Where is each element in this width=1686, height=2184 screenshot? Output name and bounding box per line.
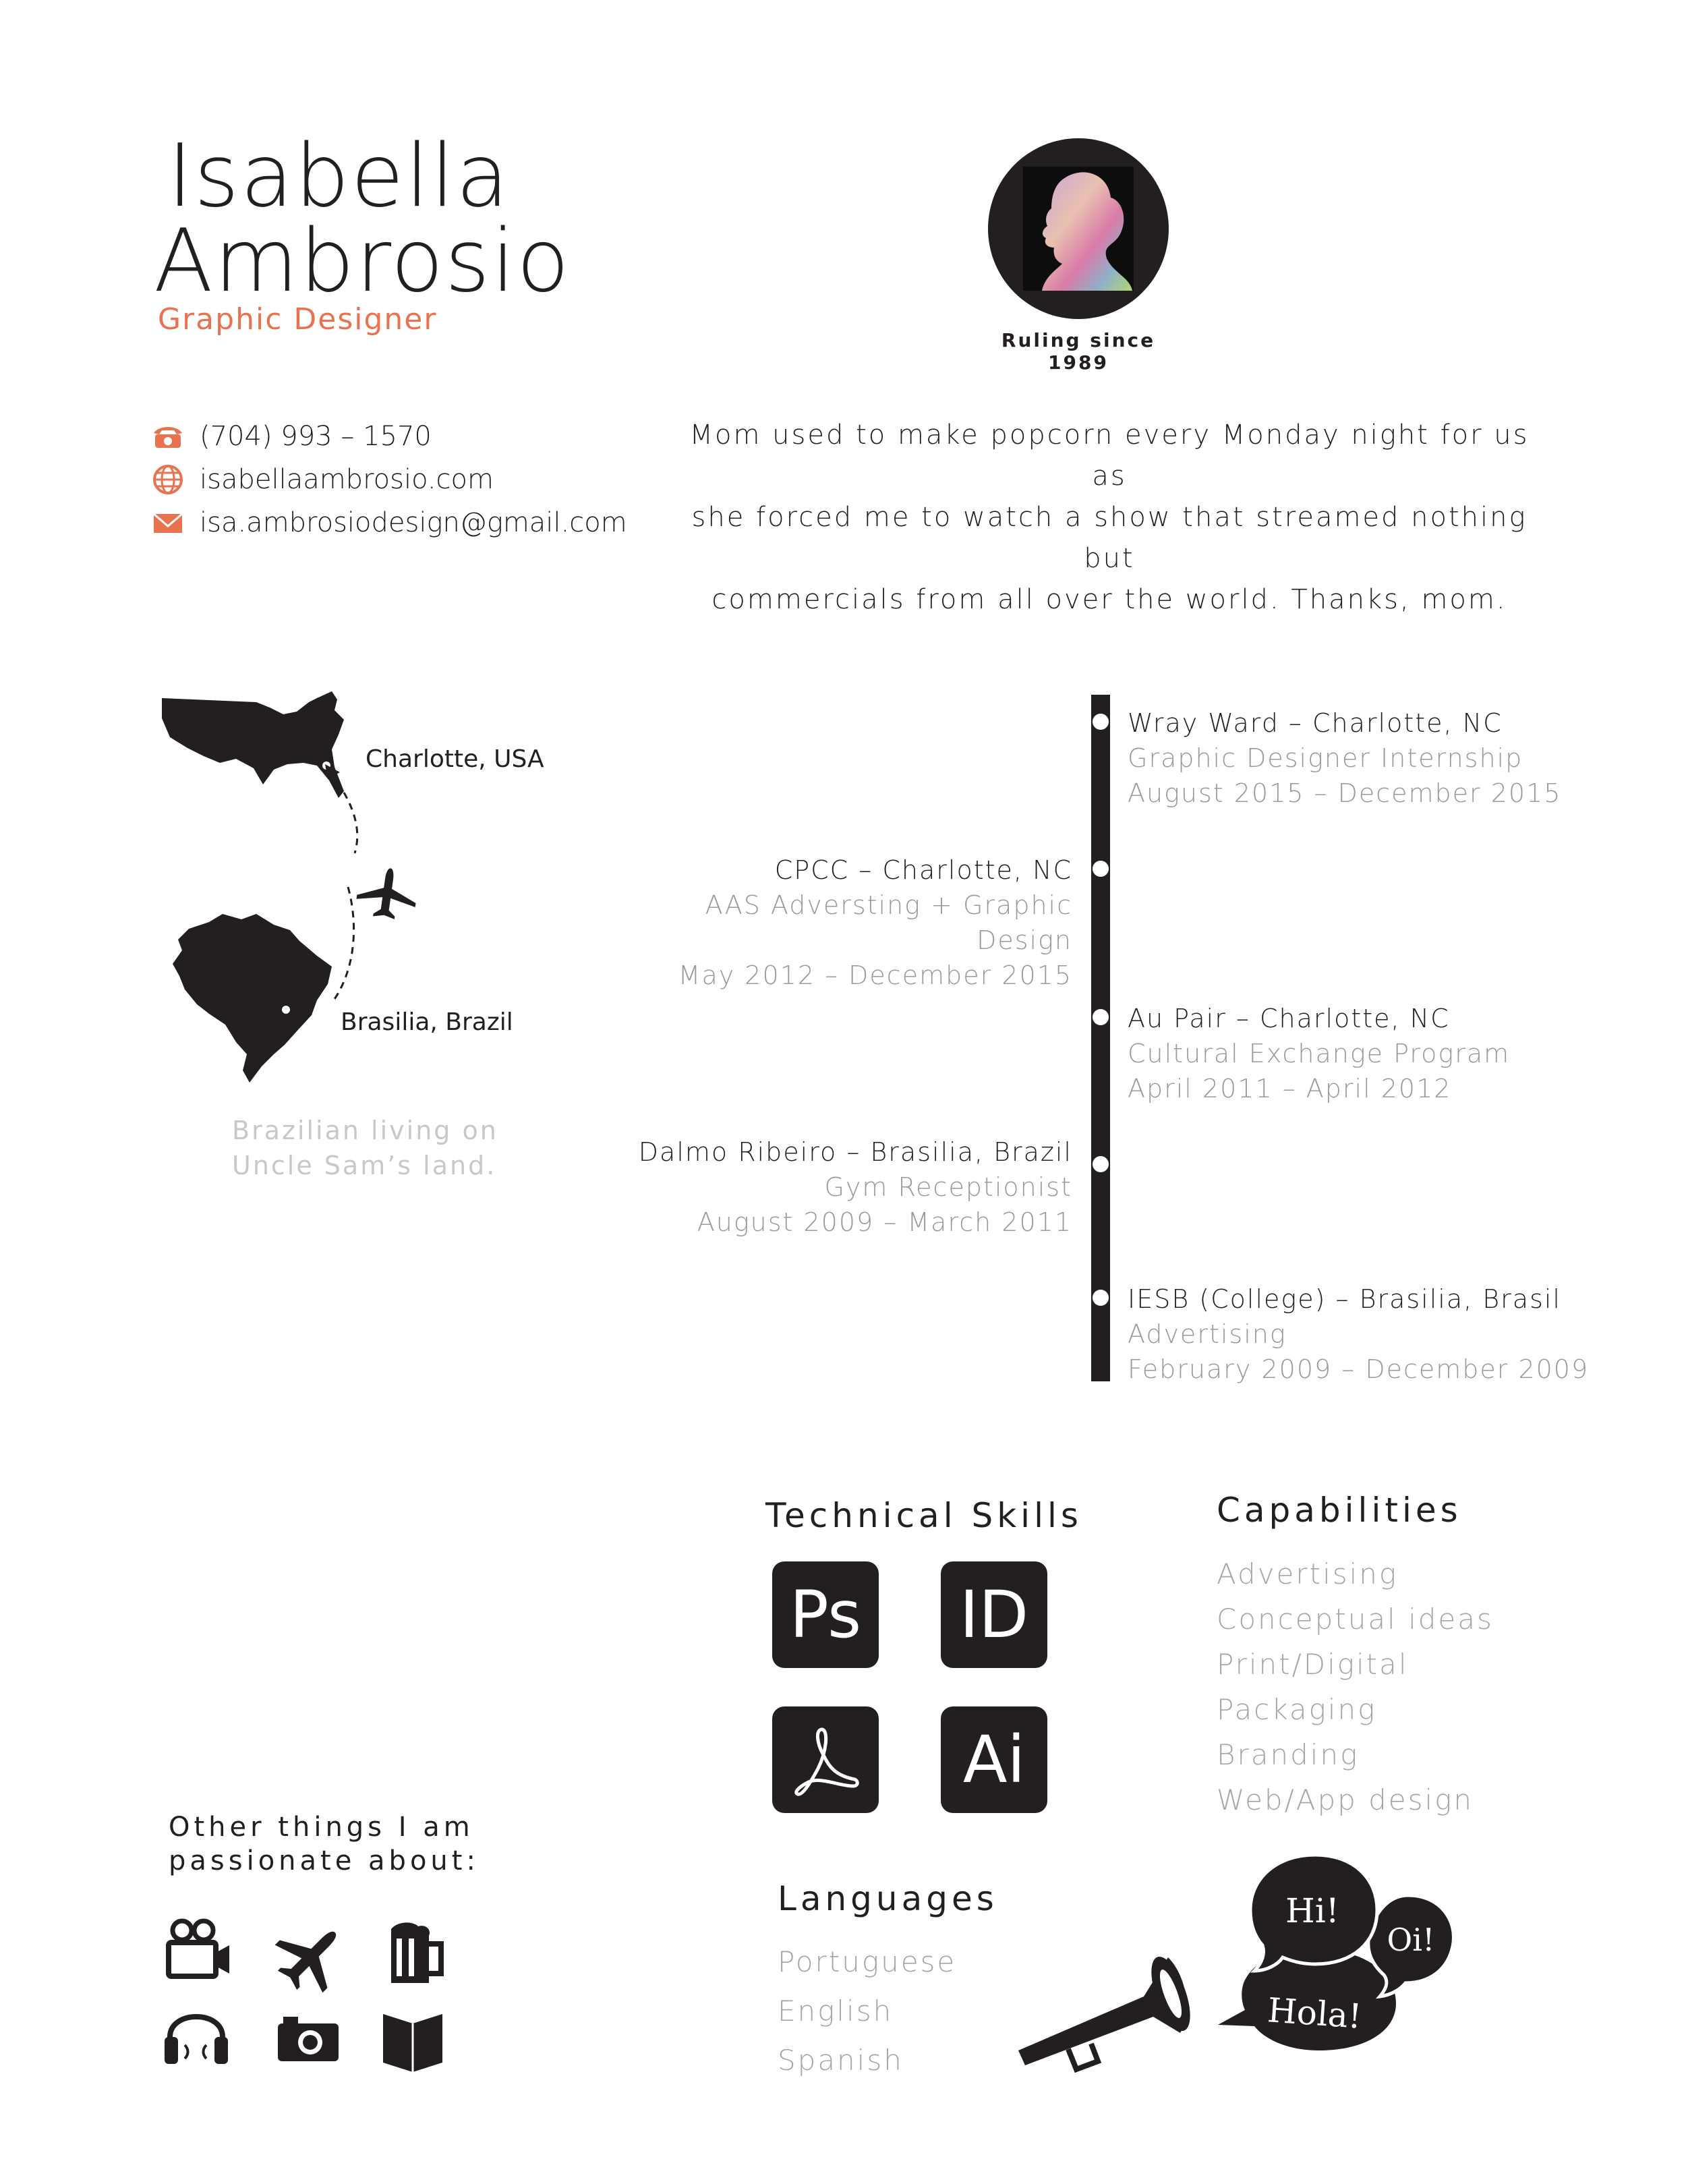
timeline-entry bbox=[607, 1134, 1072, 1240]
brasilia-label: Brasilia, Brazil bbox=[341, 1008, 513, 1036]
timeline-bar bbox=[1091, 695, 1110, 1381]
timeline-entry bbox=[1128, 1001, 1510, 1106]
entry-dates: April 2011 – April 2012 bbox=[1128, 1074, 1452, 1103]
globe-icon bbox=[152, 464, 183, 495]
airplane-icon bbox=[264, 1916, 359, 2004]
beer-mug-icon bbox=[391, 1922, 441, 1983]
email-link[interactable]: isa.ambrosiodesign@gmail.com bbox=[200, 507, 627, 538]
last-name: Ambrosio bbox=[154, 211, 571, 312]
map-caption-line-1: Brazilian living on bbox=[232, 1116, 498, 1145]
megaphone-icon bbox=[1012, 1949, 1200, 2077]
capability-item: Branding bbox=[1217, 1738, 1360, 1771]
phone-row bbox=[152, 415, 627, 458]
languages-heading: Languages bbox=[778, 1879, 998, 1918]
flight-path bbox=[330, 772, 357, 1003]
bubble-text-hola: Hola! bbox=[1266, 1990, 1363, 2036]
brazil-map-icon bbox=[173, 914, 332, 1083]
acrobat-icon bbox=[772, 1706, 879, 1813]
timeline-dot bbox=[1093, 1009, 1109, 1025]
entry-title: Au Pair – Charlotte, NC bbox=[1128, 1004, 1450, 1033]
bio-line-2: she forced me to watch a show that streamed nothing but bbox=[691, 502, 1528, 574]
portrait-avatar bbox=[988, 138, 1169, 319]
indesign-label: ID bbox=[959, 1577, 1029, 1653]
video-camera-icon bbox=[169, 1921, 229, 1976]
brasilia-dot bbox=[282, 1006, 290, 1014]
entry-dates: February 2009 – December 2009 bbox=[1128, 1354, 1590, 1384]
photoshop-label: Ps bbox=[789, 1577, 862, 1653]
camera-icon bbox=[278, 2017, 339, 2061]
entry-dates: August 2009 – March 2011 bbox=[697, 1207, 1072, 1237]
job-title: Graphic Designer bbox=[158, 302, 438, 337]
language-item: English bbox=[778, 1994, 894, 2028]
capability-item: Print/Digital bbox=[1217, 1648, 1409, 1681]
timeline-entry bbox=[607, 853, 1072, 993]
speech-bubbles bbox=[1214, 1848, 1470, 2064]
timeline-entry bbox=[1128, 706, 1561, 811]
entry-role: AAS Adversting + Graphic Design bbox=[705, 890, 1072, 955]
entry-role: Advertising bbox=[1128, 1319, 1287, 1349]
map-caption-line-2: Uncle Sam’s land. bbox=[232, 1151, 497, 1180]
indesign-icon bbox=[941, 1561, 1047, 1668]
languages-list bbox=[778, 1937, 956, 2085]
language-item: Portuguese bbox=[778, 1945, 957, 1978]
entry-role: Graphic Designer Internship bbox=[1128, 743, 1523, 773]
bubble-text-hi: Hi! bbox=[1285, 1891, 1339, 1930]
phone-icon bbox=[152, 421, 183, 452]
bio-quote bbox=[674, 415, 1544, 621]
website-row bbox=[152, 458, 627, 501]
timeline-entry bbox=[1128, 1282, 1589, 1387]
entry-dates: August 2015 – December 2015 bbox=[1128, 778, 1562, 808]
bio-line-1: Mom used to make popcorn every Monday night for us as bbox=[689, 420, 1530, 492]
capability-item: Advertising bbox=[1217, 1557, 1399, 1590]
photoshop-icon bbox=[772, 1561, 879, 1668]
capabilities-heading: Capabilities bbox=[1217, 1491, 1462, 1530]
email-row bbox=[152, 501, 627, 544]
map-caption bbox=[232, 1113, 498, 1183]
entry-dates: May 2012 – December 2015 bbox=[678, 960, 1072, 990]
capability-item: Web/App design bbox=[1217, 1783, 1474, 1816]
passions-heading bbox=[169, 1810, 479, 1878]
passions-heading-line-1: Other things I am bbox=[169, 1812, 474, 1843]
bubble-text-oi: Oi! bbox=[1387, 1922, 1435, 1958]
capability-item: Packaging bbox=[1217, 1693, 1377, 1726]
headphones-icon bbox=[165, 2017, 228, 2064]
timeline-dot bbox=[1093, 1290, 1109, 1306]
passions-icons bbox=[162, 1916, 459, 2077]
phone-number[interactable]: (704) 993 – 1570 bbox=[200, 421, 432, 452]
illustrator-label: Ai bbox=[962, 1722, 1026, 1798]
usa-map-icon bbox=[162, 691, 344, 798]
passions-heading-line-2: passionate about: bbox=[169, 1845, 479, 1876]
illustrator-icon bbox=[941, 1706, 1047, 1813]
website-link[interactable]: isabellaambrosio.com bbox=[200, 464, 494, 495]
capability-item: Conceptual ideas bbox=[1217, 1603, 1494, 1636]
airplane-icon bbox=[354, 864, 419, 922]
entry-role: Gym Receptionist bbox=[824, 1172, 1072, 1202]
contact-list bbox=[152, 415, 627, 544]
acrobat-logo-icon bbox=[788, 1723, 863, 1797]
technical-skills-heading: Technical Skills bbox=[765, 1496, 1082, 1535]
timeline-dot bbox=[1093, 861, 1109, 877]
book-icon bbox=[383, 2014, 442, 2072]
first-name: Isabella bbox=[167, 126, 511, 227]
entry-title: CPCC – Charlotte, NC bbox=[774, 855, 1072, 885]
entry-role: Cultural Exchange Program bbox=[1128, 1039, 1511, 1068]
bio-line-3: commercials from all over the world. Thanks, mom. bbox=[711, 584, 1507, 615]
entry-title: Dalmo Ribeiro – Brasilia, Brazil bbox=[638, 1137, 1072, 1167]
capabilities-list bbox=[1217, 1551, 1494, 1822]
entry-title: IESB (College) – Brasilia, Brasil bbox=[1128, 1284, 1561, 1314]
timeline-dot bbox=[1093, 714, 1109, 730]
charlotte-label: Charlotte, USA bbox=[366, 745, 544, 773]
portrait-caption: Ruling since 1989 bbox=[1001, 329, 1156, 374]
envelope-icon bbox=[152, 507, 183, 538]
language-item: Spanish bbox=[778, 2044, 904, 2077]
timeline-dot bbox=[1093, 1156, 1109, 1172]
entry-title: Wray Ward – Charlotte, NC bbox=[1128, 708, 1503, 738]
